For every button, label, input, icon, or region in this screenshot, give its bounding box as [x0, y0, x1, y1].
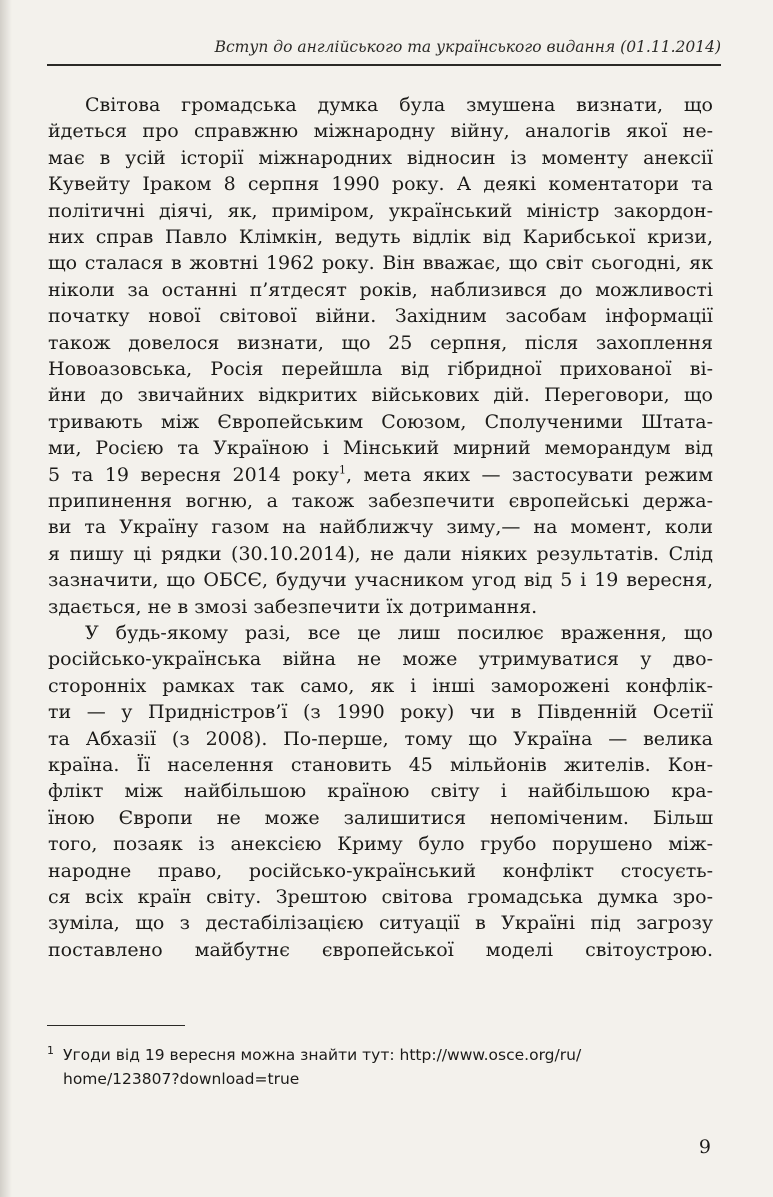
text-line: також довелося визнати, що 25 серпня, після захоплення	[48, 331, 713, 354]
text-line: поставлено майбутнє європейської моделі світоустрою.	[48, 938, 713, 961]
text-line: їною Європи не може залишитися непоміченим. Більш	[48, 806, 713, 829]
page-gutter-shadow	[0, 0, 12, 1197]
text-line: народне право, російсько-український конфлікт стосуєть-	[48, 859, 713, 882]
text-line: зуміла, що з дестабілізацією ситуації в Україні під загрозу	[48, 912, 713, 935]
text-line: зазначити, що ОБСЄ, будучи учасником угод від 5 і 19 вересня,	[48, 569, 713, 592]
text-line: ся всіх країн світу. Зрештою світова громадська думка зро-	[48, 886, 713, 908]
text-line: російсько-українська війна не може утримуватися у дво-	[48, 648, 713, 671]
footnote-line[interactable]: home/123807?download=true	[63, 1070, 300, 1088]
body-text	[48, 92, 714, 963]
text-line: ніколи за останні п’ятдесят років, наблизився до можливості	[48, 278, 713, 301]
text-line: йни до звичайних відкритих військових дій. Переговори, що	[48, 384, 713, 407]
text-line: Новоазовська, Росія перейшла від гібридної прихованої ві-	[48, 358, 713, 380]
text-line: йдеться про справжню міжнародну війну, аналогів якої не-	[48, 120, 713, 143]
text-line: я пишу ці рядки (30.10.2014), не дали ніяких результатів. Слід	[48, 542, 713, 565]
footnote-rule	[47, 1025, 185, 1026]
footnote-line-before: 5 та 19 вересня 2014 року	[48, 463, 339, 486]
text-line: флікт між найбільшою країною світу і найбільшою кра-	[48, 780, 713, 803]
text-line: У будь-якому разі, все це лиш посилює враження, що	[85, 622, 713, 644]
text-line: них справ Павло Клімкін, ведуть відлік від Карибської кризи,	[48, 226, 713, 248]
header-rule	[47, 64, 721, 66]
text-line: країна. Її населення становить 45 мільйонів жителів. Кон-	[48, 754, 713, 776]
text-line: початку нової світової війни. Західним засобам інформації	[48, 305, 713, 328]
text-line: ти — у Придністров’ї (з 1990 року) чи в Південній Осетії	[48, 701, 713, 724]
text-line: та Абхазії (з 2008). По-перше, тому що Україна — велика	[48, 727, 713, 750]
footnote-line-after: , мета яких — застосувати режим	[346, 463, 714, 486]
text-line-with-footnote	[48, 462, 713, 488]
text-line: що сталася в жовтні 1962 року. Він вважає, що світ сьогодні, як	[48, 252, 713, 275]
text-line: ми, Росією та Україною і Мінський мирний меморандум від	[48, 437, 713, 460]
text-line: сторонніх рамках так само, як і інші заморожені конфлік-	[48, 674, 713, 697]
footnote-text	[63, 1043, 707, 1091]
page-number: 9	[698, 1136, 711, 1158]
text-line: ви та Україну газом на найближчу зиму,— на момент, коли	[48, 516, 713, 539]
text-line: політичні діячі, як, приміром, український міністр закордон-	[48, 199, 713, 222]
text-line: того, позаяк із анексією Криму було грубо порушено між-	[48, 833, 713, 856]
text-line: тривають між Європейським Союзом, Сполученими Штата-	[48, 410, 713, 433]
text-line: Світова громадська думка була змушена визнати, що	[85, 94, 713, 116]
footnote-marker[interactable]: 1	[339, 463, 346, 477]
text-line: припинення вогню, а також забезпечити європейські держа-	[48, 490, 713, 512]
footnote-number: 1	[47, 1044, 54, 1057]
footnote-line[interactable]: Угоди від 19 вересня можна знайти тут: http://www.osce.org/ru/	[63, 1046, 582, 1064]
text-line: має в усій історії міжнародних відносин із моменту анексії	[48, 146, 713, 169]
text-line: здається, не в змозі забезпечити їх дотримання.	[48, 595, 538, 618]
text-line: Кувейту Іраком 8 серпня 1990 року. А деякі коментатори та	[48, 173, 713, 196]
running-header: Вступ до англійського та українського видання (01.11.2014)	[214, 38, 721, 56]
footnote	[47, 1043, 707, 1091]
